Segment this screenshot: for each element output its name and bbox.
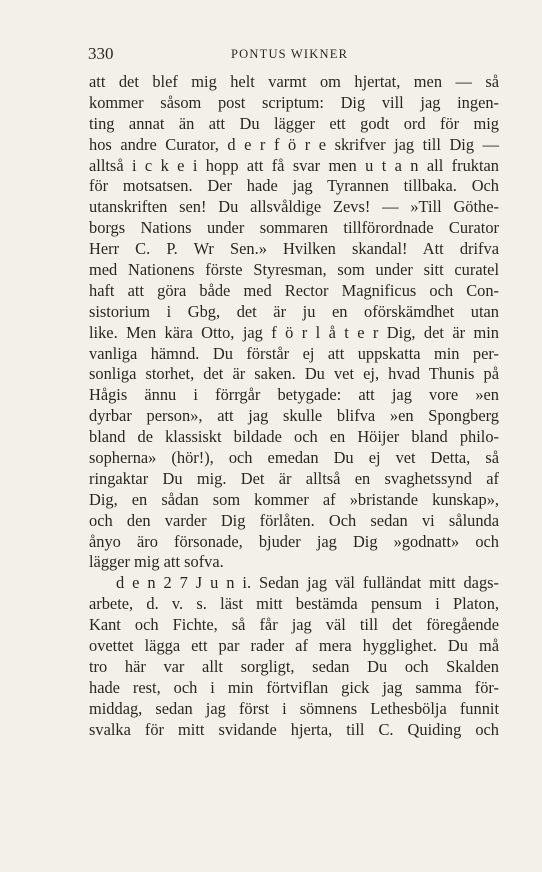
text-line: för motsatsen. Der hade jag Tyrannen tillbaka. Och — [89, 176, 499, 196]
text-line: ringaktar Du mig. Det är alltså en svaghetssynd af — [89, 468, 499, 488]
text-line: och den varder Dig förlåten. Och sedan vi sålunda — [89, 510, 499, 530]
text-line: lägger mig att sofva. — [89, 552, 224, 572]
text-line: bland de klassiskt bildade och en Höijer bland philo- — [89, 427, 499, 447]
text-line: kommer såsom post scriptum: Dig vill jag ingen- — [89, 92, 499, 112]
text-line: middag, sedan jag först i sömnens Lethesbölja funnit — [89, 698, 499, 718]
text-line: borgs Nations under sommaren tillförordnade Curator — [89, 218, 499, 238]
running-head: PONTUS WIKNER — [231, 47, 349, 61]
page-header — [88, 44, 498, 66]
text-line: tro här var allt sorgligt, sedan Du och Skalden — [89, 656, 499, 676]
text-line: ånyo äro försonade, bjuder jag Dig »godnatt» och — [89, 531, 499, 551]
text-line: haft att göra både med Rector Magnificus och Con- — [89, 280, 499, 300]
text-line: ting annat än att Du lägger ett godt ord för mig — [89, 113, 499, 133]
text-line: sistorium i Gbg, det är ju en oförskämdhet utan — [89, 301, 499, 321]
text-line: arbete, d. v. s. läst mitt bestämda pensum i Platon, — [89, 594, 499, 614]
text-line: hos andre Curator, d e r f ö r e skrifver jag till Dig — — [89, 134, 499, 154]
text-line: med Nationens förste Styresman, som under sitt curatel — [89, 260, 499, 280]
text-line: Hågis ännu i förrgår betygade: att jag vore »en — [89, 385, 499, 405]
text-line: hade rest, och i min förtviflan gick jag samma för- — [89, 677, 499, 697]
text-line: vanliga hämnd. Du förstår ej att uppskatta min per- — [89, 343, 499, 363]
body-text — [89, 72, 499, 741]
text-line: sonliga storhet, det är saken. Du vet ej, hvad Thunis på — [89, 364, 499, 384]
text-line: d e n 2 7 J u n i. Sedan jag väl fulländat mitt dags- — [116, 573, 499, 593]
text-line: att det blef mig helt varmt om hjertat, men — så — [89, 72, 499, 91]
text-line: Dig, en sådan som kommer af »bristande kunskap», — [89, 489, 499, 509]
text-line: sopherna» (hör!), och emedan Du ej vet Detta, så — [89, 448, 499, 468]
text-line: like. Men kära Otto, jag f ö r l å t e r Dig, det är min — [89, 322, 499, 342]
text-line: dyrbar person», att jag skulle blifva »en Spongberg — [89, 406, 499, 426]
text-line: utanskriften sen! Du allsvåldige Zevs! — »Till Göthe- — [89, 197, 499, 217]
text-line: alltså i c k e i hopp att få svar men u t a n all fruktan — [89, 155, 499, 175]
text-line: svalka för mitt svidande hjerta, till C. Quiding och — [89, 719, 499, 739]
text-line: Kant och Fichte, så får jag väl till det föregående — [89, 615, 499, 635]
page-number: 330 — [88, 44, 114, 63]
text-line: ovettet lägga ett par rader af mera hygglighet. Du må — [89, 636, 499, 656]
text-line: Herr C. P. Wr Sen.» Hvilken skandal! Att drifva — [89, 239, 499, 259]
